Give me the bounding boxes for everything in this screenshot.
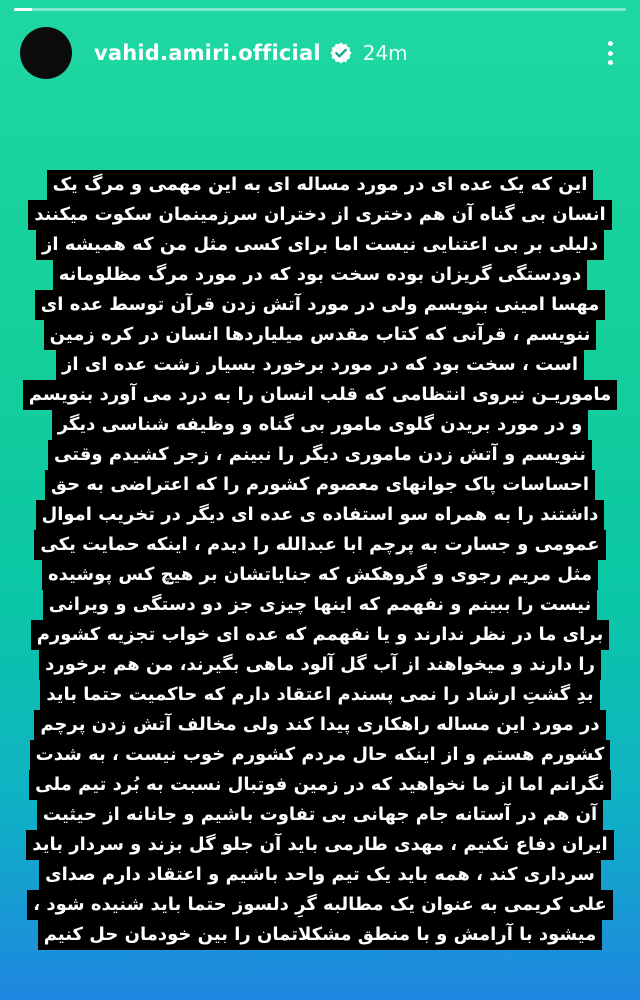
story-text-line: در مورد این مساله راهکاری پیدا کند ولی مخالف آتش زدن پرچم [34, 710, 605, 740]
story-text-line: نیست را ببینم و نفهمم که اینها چیزی جز دو دستگی و ویرانی [43, 590, 597, 620]
verified-badge-icon [329, 41, 353, 65]
story-progress-fill [14, 8, 32, 11]
story-header [20, 26, 622, 80]
story-text-line: را دارند و میخواهند از آب گل آلود ماهی بگیرند، من هم برخورد [39, 650, 601, 680]
story-text-line: برای ما در نظر ندارند و یا نفهمم که عده ای خواب تجزیه کشورم [31, 620, 610, 650]
story-text-line: احساسات پاک جوانهای معصوم کشورم را که اعتراضی به حق [45, 470, 595, 500]
story-text-line: ماموریـن نیروی انتظامی که قلب انسان را به درد می آورد بنویسم [23, 380, 618, 410]
story-text-line: داشتند را به همراه سو استفاده ی عده ای دیگر در تخریب اموال [36, 500, 605, 530]
story-text-line: میشود با آرامش و با منطق مشکلاتمان را بین خودمان حل کنیم [38, 920, 603, 950]
story-text-line: علی کریمی به عنوان یک مطالبه گرِ دلسوز حتما باید شنیده شود ، [27, 890, 612, 920]
username[interactable]: vahid.amiri.official [94, 41, 321, 65]
story-text-line: آن هم در آستانه جام جهانی بی تفاوت باشیم و جانانه از حیثیت [37, 800, 603, 830]
story-text-line: دودستگی گریزان بوده سخت بود که در مورد مرگ مظلومانه [53, 260, 588, 290]
story-text-line: مثل مریم رجوی و گروهکش که جنایاتشان بر هیچ کس پوشیده [42, 560, 598, 590]
story-text-block [12, 170, 628, 950]
story-text-line: بدِ گشتِ ارشاد را نمی پسندم اعتقاد دارم که حاکمیت حتما باید [40, 680, 599, 710]
story-progress-bar [14, 8, 626, 11]
more-vertical-icon[interactable] [598, 38, 622, 68]
story-text-line: نگرانم اما از ما نخواهید که در زمین فوتبال نسبت به بُرد تیم ملی [29, 770, 611, 800]
story-text-line: مهسا امینی بنویسم ولی در مورد آتش زدن قرآن توسط عده ای [35, 290, 605, 320]
story-text-line: این که یک عده ای در مورد مساله ای به این مهمی و مرگ یک [47, 170, 594, 200]
avatar[interactable] [20, 27, 72, 79]
story-text-line: کشورم هستم و از اینکه حال مردم کشورم خوب نیست ، به شدت [30, 740, 611, 770]
story-text-line: انسان بی گناه آن هم دختری از دختران سرزمینمان سکوت میکنند [28, 200, 611, 230]
story-text-line: ایران دفاع نکنیم ، مهدی طارمی باید آن جلو گل بزند و سردار باید [26, 830, 613, 860]
story-text-line: سرداری کند ، همه باید یک تیم واحد باشیم و اعتقاد دارم صدای [39, 860, 601, 890]
story-text-line: ننویسم و آتش زدن ماموری دیگر را نبینم ، زجر کشیدم وقتی [48, 440, 592, 470]
story-text-line: است ، سخت بود که در مورد برخورد بسیار زشت عده ای از [56, 350, 584, 380]
story-text-line: دلیلی بر بی اعتنایی نیست اما برای کسی مثل من که همیشه از [36, 230, 604, 260]
story-text-line: ننویسم ، قرآنی که کتاب مقدس میلیاردها انسان در کره زمین [44, 320, 597, 350]
story-timestamp: 24m [362, 41, 408, 65]
story-text-line: عمومی و جسارت به پرچم ابا عبدالله را دیدم ، اینکه حمایت یکی [34, 530, 605, 560]
story-text-line: و در مورد بریدن گلوی مامور بی گناه و وظیفه شناسی دیگر [52, 410, 589, 440]
